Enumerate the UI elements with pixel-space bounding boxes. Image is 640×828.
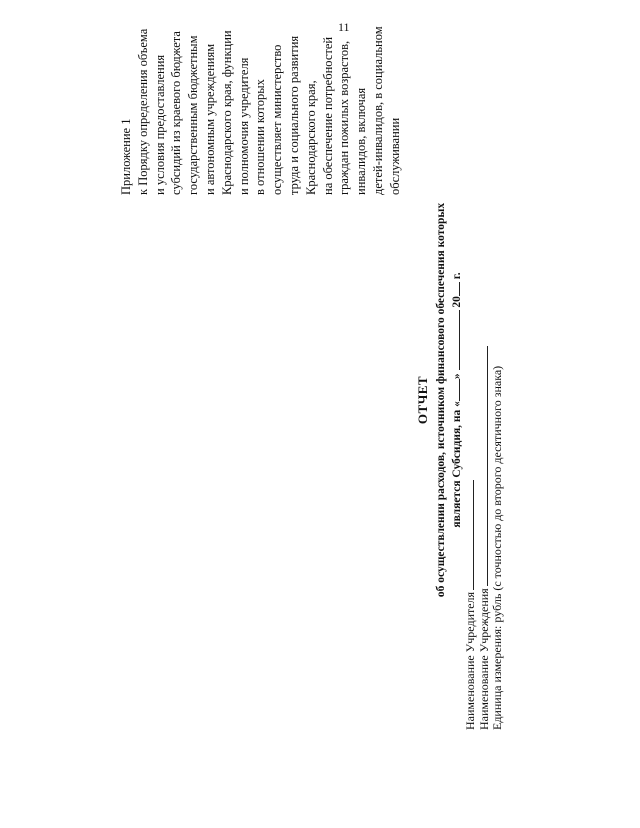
appendix-line: детей-инвалидов, в социальном (370, 26, 385, 195)
appendix-line: государственным бюджетным (186, 35, 201, 195)
appendix-line: и автономным учреждениям (202, 43, 217, 195)
report-title: ОТЧЕТ (415, 375, 430, 425)
year-blank (449, 282, 460, 296)
appendix-line: Приложение 1 (119, 118, 133, 195)
appendix-line: инвалидов, включая (354, 87, 369, 195)
appendix-line: субсидий из краевого бюджета (169, 31, 184, 195)
appendix-line: Краснодарского края, (303, 80, 318, 195)
appendix-line: на обеспечение потребностей (320, 36, 335, 195)
report-subtitle-line: об осуществлении расходов, источником финансового обеспечения которых (435, 202, 447, 598)
unit-label: Единица измерения: рубль (с точностью до второго десятичного знака) (490, 365, 504, 730)
appendix-line: и полномочия учредителя (236, 57, 251, 195)
month-blank (449, 310, 460, 370)
subtitle-prefix: является Субсидия, на « (450, 401, 463, 528)
appendix-line: Краснодарского края, функции (219, 30, 234, 195)
appendix-line: к Порядку определения объема (135, 28, 150, 195)
appendix-block (118, 0, 404, 195)
appendix-line: в отношении которых (253, 79, 268, 195)
document-body (110, 0, 640, 800)
report-subtitle (434, 0, 464, 800)
institution-blank (476, 346, 488, 586)
appendix-line: граждан пожилых возрастов, (337, 40, 352, 195)
year-prefix: 20 (450, 296, 463, 308)
institution-label: Наименование Учреждения (477, 588, 491, 730)
appendix-line: осуществляет министерство (270, 44, 285, 195)
day-blank (449, 379, 460, 401)
year-suffix: г. (450, 272, 463, 280)
unit-field (490, 366, 505, 730)
subtitle-quote: » (450, 373, 463, 380)
founder-blank (462, 480, 474, 590)
page-number: 11 (338, 20, 350, 34)
appendix-line: и условия предоставления (152, 54, 167, 195)
appendix-line: труда и социального развития (286, 35, 301, 195)
founder-label: Наименование Учредителя (463, 591, 477, 730)
appendix-line: обслуживании (387, 117, 402, 195)
